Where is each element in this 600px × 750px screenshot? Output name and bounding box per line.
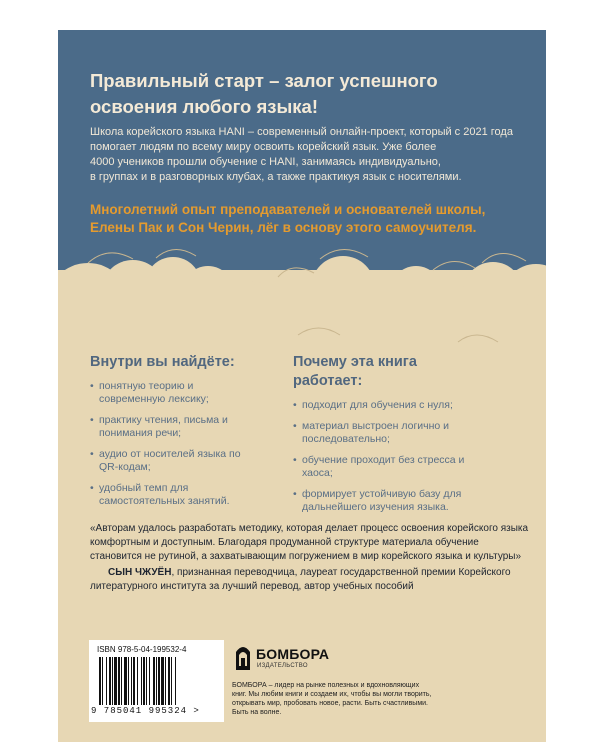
publisher-subtitle: ИЗДАТЕЛЬСТВО bbox=[257, 663, 308, 669]
barcode-digits: 9 785041 995324 > bbox=[91, 706, 200, 716]
intro-line: помогает людям по всему миру освоить корейский язык. Уже более bbox=[90, 141, 437, 153]
highlight-paragraph bbox=[90, 201, 530, 237]
list-item: • практику чтения, письма и понимания речи; bbox=[90, 414, 260, 440]
quote-author bbox=[90, 566, 530, 594]
why-heading-line-1: Почему эта книга bbox=[293, 354, 417, 370]
barcode-icon bbox=[97, 657, 217, 705]
list-item: • формирует устойчивую базу для дальнейшего изучения языка. bbox=[293, 488, 483, 514]
inside-list bbox=[90, 380, 260, 508]
inside-heading: Внутри вы найдёте: bbox=[90, 354, 235, 370]
list-item: • подходит для обучения с нуля; bbox=[293, 399, 483, 412]
highlight-line-1: Многолетний опыт преподавателей и основателей школы, bbox=[90, 202, 486, 217]
intro-line: 4000 учеников прошли обучение с HANI, занимаясь индивидуально, bbox=[90, 156, 441, 168]
list-item: • обучение проходит без стресса и хаоса; bbox=[293, 454, 483, 480]
intro-line: Школа корейского языка HANI – современный онлайн-проект, который с 2021 года bbox=[90, 126, 513, 138]
quote-author-name: СЫН ЧЖУЁН bbox=[108, 567, 172, 578]
list-item: • аудио от носителей языка по QR-кодам; bbox=[90, 448, 260, 474]
quote-author-description: , признанная переводчица, лауреат государственной премии Корейского литературного института за лучший перевод, автор учебных пособий bbox=[90, 567, 511, 592]
barcode-block bbox=[89, 640, 224, 722]
publisher-logo bbox=[232, 642, 332, 676]
headline bbox=[90, 68, 520, 120]
intro-paragraph bbox=[90, 125, 530, 185]
quote-text: «Авторам удалось разработать методику, которая делает процесс освоения корейского языка комфортным и доступным. Благодаря продуманной структуре материала обучение становится не рутиной, а захватывающим погружением в мир корейского языка и культуры» bbox=[90, 523, 529, 562]
why-column bbox=[293, 353, 483, 522]
list-item: • понятную теорию и современную лексику; bbox=[90, 380, 260, 406]
highlight-line-2: Елены Пак и Сон Черин, лёг в основу этого самоучителя. bbox=[90, 220, 477, 235]
list-item: • удобный темп для самостоятельных занятий. bbox=[90, 482, 260, 508]
why-heading bbox=[293, 353, 483, 391]
review-quote bbox=[90, 522, 530, 594]
intro-line: в группах и в разговорных клубах, а также практикуя язык с носителями. bbox=[90, 171, 462, 183]
inside-column bbox=[90, 353, 260, 516]
publisher-description: БОМБОРА – лидер на рынке полезных и вдохновляющих книг. Мы любим книги и создаем их, чтобы вы могли творить, открывать мир, пробовать новое, расти. Быть счастливыми. Быть на волне. bbox=[232, 682, 432, 716]
publisher-name: БОМБОРА bbox=[256, 646, 330, 662]
list-item: • материал выстроен логично и последовательно; bbox=[293, 420, 483, 446]
why-list bbox=[293, 399, 483, 514]
bombora-logo-icon bbox=[232, 644, 254, 672]
headline-line-2: освоения любого языка! bbox=[90, 96, 318, 117]
headline-line-1: Правильный старт – залог успешного bbox=[90, 70, 438, 91]
why-heading-line-2: работает: bbox=[293, 373, 363, 389]
book-back-cover bbox=[58, 30, 546, 742]
isbn-label: ISBN 978-5-04-199532-4 bbox=[97, 645, 187, 654]
